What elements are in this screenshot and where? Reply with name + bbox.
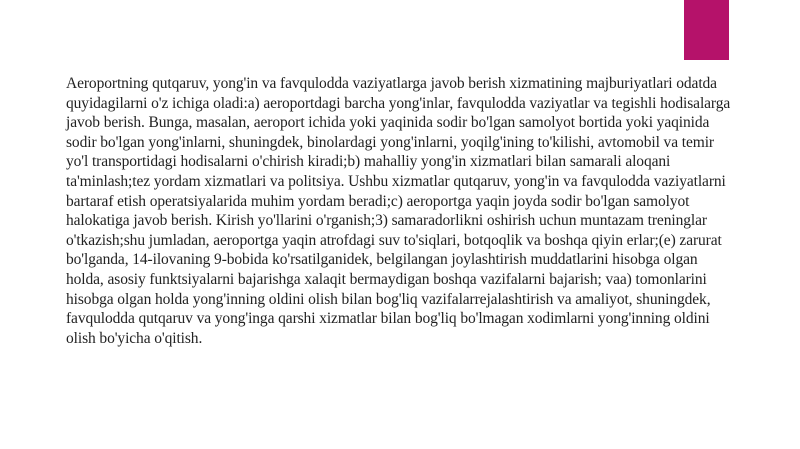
slide-body-text: Aeroportning qutqaruv, yong'in va favqulodda vaziyatlarga javob berish xizmatining majburiyatlari odatda quyidagilarni o'z ichiga oladi:a) aeroportdagi barcha yong'inlar, favqulodda vaziyatlar va tegishli hodisalarga javob berish. Bunga, masalan, aeroport ichida yoki yaqinida sodir bo'lgan samolyot bortida yoki yaqinida sodir bo'lgan yong'inlarni, shuningdek, binolardagi yong'inlarni, yoqilg'ining to'kilishi, avtomobil va temir yo'l transportidagi hodisalarni o'chirish kiradi;b) mahalliy yong'in xizmatlari bilan samarali aloqani ta'minlash;tez yordam xizmatlari va politsiya. Ushbu xizmatlar qutqaruv, yong'in va favqulodda vaziyatlarni bartaraf etish operatsiyalarida muhim yordam beradi;c) aeroportga yaqin joyda sodir bo'lgan samolyot halokatiga javob berish. Kirish yo'llarini o'rganish;3) samaradorlikni oshirish uchun muntazam treninglar o'tkazish;shu jumladan, aeroportga yaqin atrofdagi suv to'siqlari, botqoqlik va boshqa qiyin erlar;(e) zarurat bo'lganda, 14-ilovaning 9-bobida ko'rsatilganidek, belgilangan joylashtirish muddatlarini hisobga olgan holda, asosiy funktsiyalarni bajarishga xalaqit bermaydigan boshqa vazifalarni bajarish; vaa) tomonlarini hisobga olgan holda yong'inning oldini olish bilan bog'liq vazifalarrejalashtirish va amaliyot, shuningdek, favqulodda qutqaruv va yong'inga qarshi xizmatlar bilan bog'liq bo'lmagan xodimlarni yong'inning oldini olish bo'yicha o'qitish. <box>66 75 731 347</box>
accent-bar <box>684 0 729 60</box>
